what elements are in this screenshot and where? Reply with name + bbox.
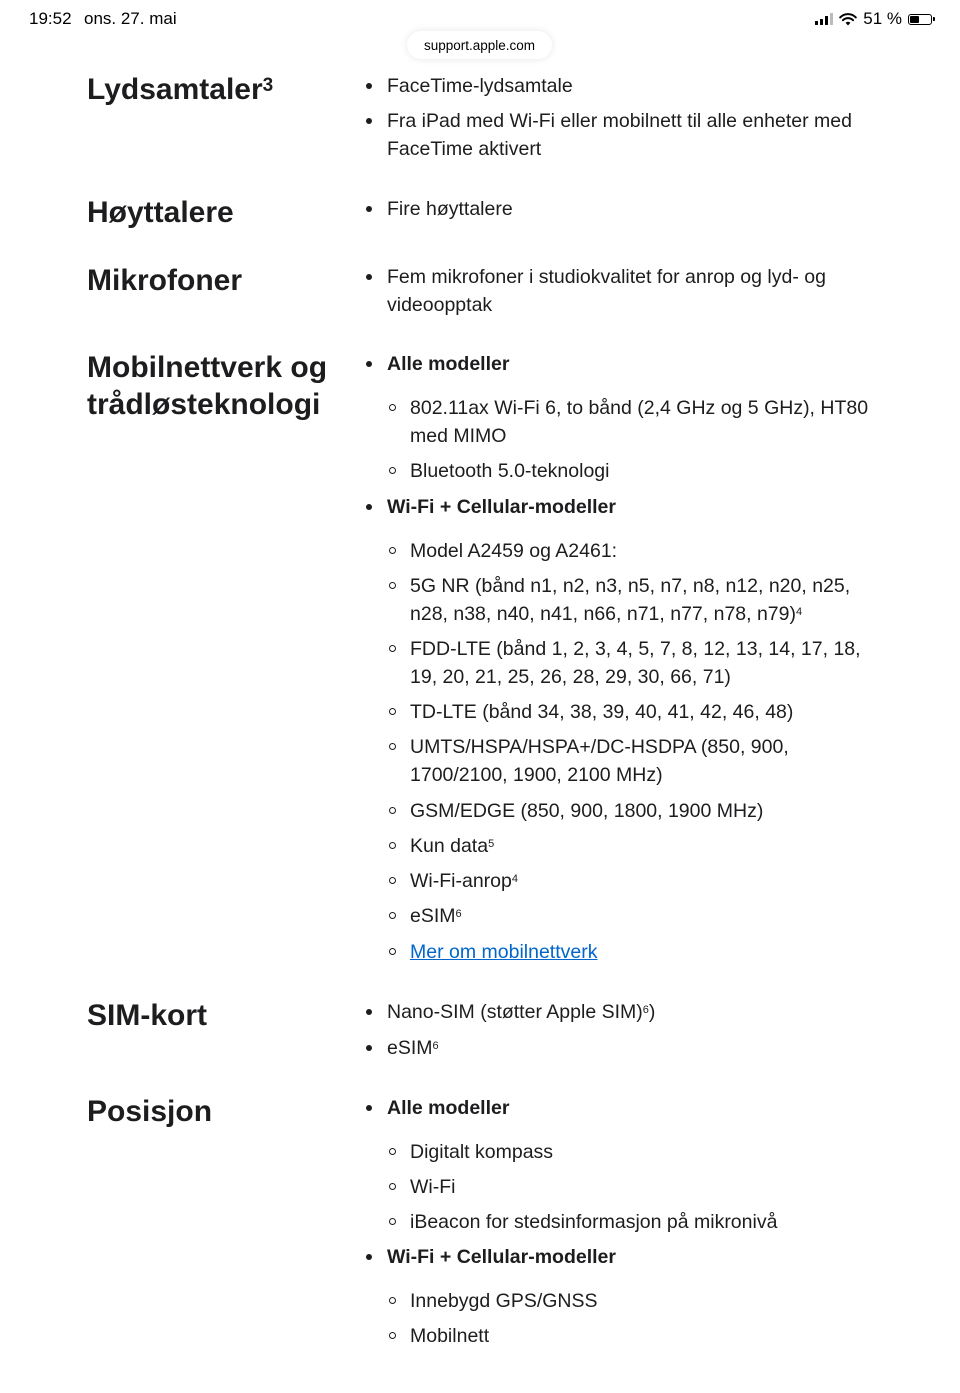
- list-item: Fire høyttalere: [387, 195, 887, 223]
- section-title-audio-calls: Lydsamtaler$^3$: [87, 73, 274, 106]
- battery-percent: 51 %: [863, 9, 902, 28]
- bullet-icon: [366, 118, 372, 124]
- bullet-icon: [366, 206, 372, 212]
- list-item: Wi-Fi: [410, 1173, 880, 1201]
- list-item: Mobilnett: [410, 1322, 880, 1350]
- battery-icon: [908, 14, 932, 25]
- section-title-sim: SIM-kort: [87, 999, 207, 1032]
- list-group-label: Alle modeller: [387, 350, 887, 378]
- circle-bullet-icon: [389, 842, 396, 849]
- list-item: Innebygd GPS/GNSS: [410, 1287, 880, 1315]
- circle-bullet-icon: [389, 708, 396, 715]
- list-item: Kun data$^5$: [410, 832, 880, 860]
- bullet-icon: [366, 361, 372, 367]
- circle-bullet-icon: [389, 1332, 396, 1339]
- list-group-label: Wi-Fi + Cellular-modeller: [387, 1243, 887, 1271]
- list-item: Model A2459 og A2461:: [410, 537, 880, 565]
- url-text: support.apple.com: [423, 37, 536, 53]
- url-bar[interactable]: [407, 31, 552, 59]
- list-item: Fra iPad med Wi-Fi eller mobilnett til alle enheter med FaceTime aktivert: [387, 107, 887, 163]
- list-item: [410, 938, 880, 966]
- list-item: Fem mikrofoner i studiokvalitet for anrop og lyd- og videoopptak: [387, 263, 887, 319]
- section-title-wireless: Mobilnettverk og trådløsteknologi: [87, 351, 328, 421]
- circle-bullet-icon: [389, 1183, 396, 1190]
- section-title-speakers: Høyttalere: [87, 196, 234, 229]
- bullet-icon: [366, 274, 372, 280]
- list-item: TD-LTE (bånd 34, 38, 39, 40, 41, 42, 46, 48): [410, 698, 880, 726]
- bullet-icon: [366, 1009, 372, 1015]
- list-item: eSIM$^6$: [410, 902, 880, 930]
- circle-bullet-icon: [389, 1218, 396, 1225]
- circle-bullet-icon: [389, 404, 396, 411]
- list-group-label: Wi-Fi + Cellular-modeller: [387, 493, 887, 521]
- section-title-microphones: Mikrofoner: [87, 264, 243, 297]
- circle-bullet-icon: [389, 582, 396, 589]
- circle-bullet-icon: [389, 877, 396, 884]
- circle-bullet-icon: [389, 1148, 396, 1155]
- circle-bullet-icon: [389, 743, 396, 750]
- section-title-location: Posisjon: [87, 1095, 213, 1128]
- list-item: Digitalt kompass: [410, 1138, 880, 1166]
- wifi-icon: [839, 13, 857, 26]
- status-date: ons. 27. mai: [84, 9, 177, 28]
- circle-bullet-icon: [389, 948, 396, 955]
- circle-bullet-icon: [389, 547, 396, 554]
- list-item: iBeacon for stedsinformasjon på mikronivå: [410, 1208, 880, 1236]
- list-item: GSM/EDGE (850, 900, 1800, 1900 MHz): [410, 797, 880, 825]
- bullet-icon: [366, 504, 372, 510]
- circle-bullet-icon: [389, 1297, 396, 1304]
- list-item: Bluetooth 5.0-teknologi: [410, 457, 880, 485]
- status-indicators: [815, 9, 932, 29]
- cellular-signal-icon: [815, 13, 833, 25]
- list-item: FaceTime-lydsamtale: [387, 72, 887, 100]
- circle-bullet-icon: [389, 467, 396, 474]
- bullet-icon: [366, 83, 372, 89]
- cellular-info-link[interactable]: Mer om mobilnettverk: [410, 941, 598, 963]
- list-group-label: Alle modeller: [387, 1094, 887, 1122]
- list-item: FDD-LTE (bånd 1, 2, 3, 4, 5, 7, 8, 12, 13, 14, 17, 18, 19, 20, 21, 25, 26, 28, 29, 30, 66, 71): [410, 635, 880, 691]
- status-time: 19:52: [29, 9, 72, 28]
- bullet-icon: [366, 1254, 372, 1260]
- bullet-icon: [366, 1105, 372, 1111]
- circle-bullet-icon: [389, 645, 396, 652]
- list-item: eSIM$^6$: [387, 1034, 887, 1062]
- list-item: UMTS/HSPA/HSPA+/DC-HSDPA (850, 900, 1700/2100, 1900, 2100 MHz): [410, 733, 830, 789]
- circle-bullet-icon: [389, 912, 396, 919]
- circle-bullet-icon: [389, 807, 396, 814]
- list-item: 802.11ax Wi-Fi 6, to bånd (2,4 GHz og 5 GHz), HT80 med MIMO: [410, 394, 880, 450]
- list-item: Nano-SIM (støtter Apple SIM)$^6$): [387, 998, 887, 1026]
- list-item: 5G NR (bånd n1, n2, n3, n5, n7, n8, n12, n20, n25, n28, n38, n40, n41, n66, n71, n77, n78, n79)$^4$: [410, 572, 880, 628]
- list-item: Wi-Fi-anrop$^4$: [410, 867, 880, 895]
- bullet-icon: [366, 1045, 372, 1051]
